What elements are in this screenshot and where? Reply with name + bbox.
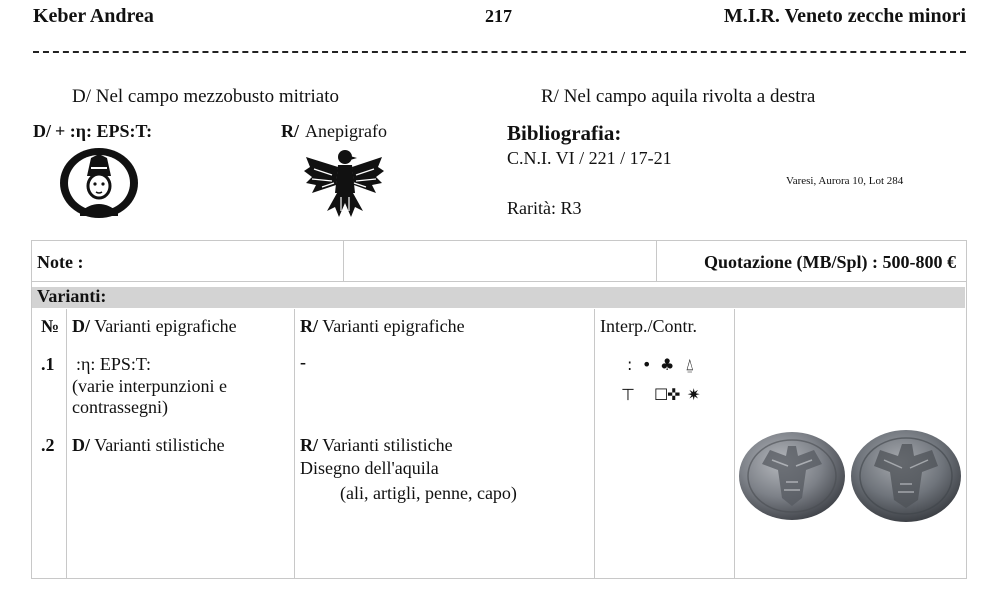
reverse-description: R/ Nel campo aquila rivolta a destra (541, 86, 816, 107)
reverse-legend-prefix: R/ (281, 121, 299, 141)
obverse-legend (33, 121, 152, 142)
col-obverse-header (72, 316, 237, 337)
row-1-obverse-note: (varie interpunzioni e contrassegni) (72, 376, 227, 417)
col-divider-1 (66, 309, 67, 578)
col-divider-4 (734, 309, 735, 578)
row-2-reverse (300, 435, 453, 456)
variants-header-bar (32, 287, 965, 308)
note-divider-1 (343, 240, 344, 282)
col-divider-3 (594, 309, 595, 578)
dot-symbol: • (642, 355, 652, 374)
cross-flower-symbol: ✜ (667, 385, 681, 404)
col-number-header: № (41, 316, 60, 336)
colon-symbol: : (627, 355, 633, 374)
quotation: Quotazione (MB/Spl) : 500-800 € (704, 252, 956, 272)
reverse-legend (281, 121, 387, 142)
rarity: Rarità: R3 (507, 198, 582, 218)
col-reverse-header (300, 316, 465, 337)
series-title: M.I.R. Veneto zecche minori (723, 5, 966, 27)
row-2-reverse-line3: (ali, artigli, penne, capo) (340, 483, 517, 503)
coin-photo-2 (851, 430, 961, 522)
author-name: Keber Andrea (33, 5, 154, 27)
bibliography-title: Bibliografia: (507, 121, 622, 145)
obverse-description: D/ Nel campo mezzobusto mitriato (72, 86, 339, 107)
reverse-legend-text: Anepigrafo (305, 121, 387, 141)
empty-square-symbol: ☐ (654, 385, 669, 404)
row-1-obverse-legend: :η: EPS:T: (76, 354, 152, 374)
coin-photo-1 (739, 432, 845, 520)
club-symbol: ♣ (660, 355, 675, 374)
note-divider-2 (656, 240, 657, 282)
row-2-reverse-line2: Disegno dell'aquila (300, 458, 439, 478)
col-divider-2 (294, 309, 295, 578)
col-interp-header: Interp./Contr. (600, 316, 697, 336)
row-2-number: .2 (41, 435, 55, 455)
coin-photos (736, 426, 964, 522)
obverse-legend-text: + :η: EPS:T: (55, 121, 153, 141)
note-label: Note : (37, 252, 84, 272)
variants-title: Varianti: (37, 286, 107, 306)
reverse-eagle-drawing (300, 145, 386, 221)
row-1-number: .1 (41, 354, 55, 374)
photo-credit: Varesi, Aurora 10, Lot 284 (786, 175, 904, 187)
col-reverse-label: Varianti epigrafiche (322, 316, 465, 336)
page-number: 217 (485, 6, 512, 26)
row-2-obverse (72, 435, 225, 456)
row-2-reverse-prefix: R/ (300, 435, 318, 455)
col-obverse-prefix: D/ (72, 316, 90, 336)
obverse-legend-prefix: D/ (33, 121, 51, 141)
star-symbol: ✷ (687, 385, 701, 404)
row-2-obverse-text: Varianti stilistiche (94, 435, 225, 455)
row-1-reverse: - (300, 352, 306, 372)
tau-cross-symbol: ⊤ (621, 385, 635, 404)
bibliography-reference: C.N.I. VI / 221 / 17-21 (507, 148, 672, 168)
col-obverse-label: Varianti epigrafiche (94, 316, 237, 336)
triangle-mark-symbol: ⍙ (685, 355, 695, 374)
obverse-bust-drawing (58, 146, 140, 220)
header-rule (33, 51, 966, 53)
col-reverse-prefix: R/ (300, 316, 318, 336)
row-2-obverse-prefix: D/ (72, 435, 90, 455)
row-2-reverse-text: Varianti stilistiche (322, 435, 453, 455)
